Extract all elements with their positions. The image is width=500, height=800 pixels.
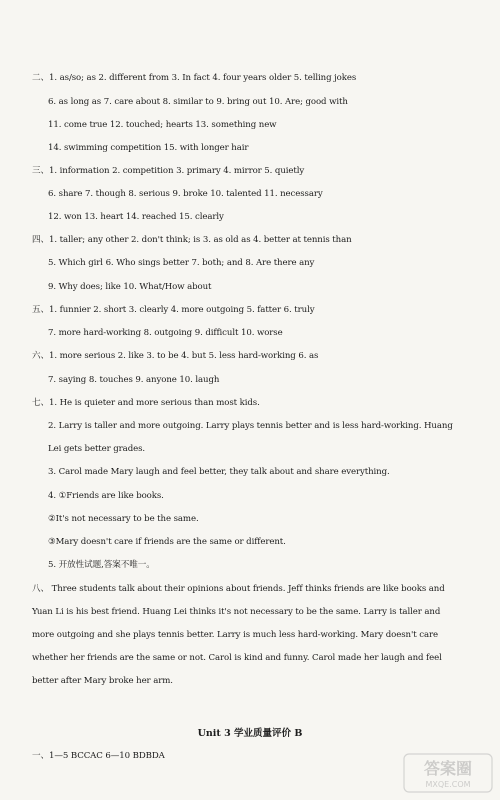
answer-line-1: 二、1. as/so; as 2. different from 3. In fact 4. four years older 5. telling jokes (32, 73, 357, 83)
answer-line-12: 7. more hard-working 8. outgoing 9. difficult 10. worse (48, 328, 283, 338)
answer-line-4: 14. swimming competition 15. with longer hair (48, 143, 249, 153)
answer-line-16: 2. Larry is taller and more outgoing. Larry plays tennis better and is less hard-working. Huang (48, 421, 453, 431)
answer-line-7: 12. won 13. heart 14. reached 15. clearly (48, 212, 224, 222)
answer-line-11: 五、1. funnier 2. short 3. clearly 4. more outgoing 5. fatter 6. truly (32, 305, 315, 315)
answer-line-13: 六、1. more serious 2. like 3. to be 4. but 5. less hard-working 6. as (32, 351, 319, 361)
answer-line-6: 6. share 7. though 8. serious 9. broke 10. talented 11. necessary (48, 189, 323, 199)
answer-line-27: better after Mary broke her arm. (32, 676, 173, 686)
answer-line-3: 11. come true 12. touched; hearts 13. something new (48, 120, 277, 130)
answer-line-17: Lei gets better grades. (48, 444, 146, 454)
answer-line-10: 9. Why does; like 10. What/How about (48, 282, 212, 292)
answer-line-8: 四、1. taller; any other 2. don't think; is 3. as old as 4. better at tennis than (32, 235, 352, 245)
watermark-logo (402, 752, 494, 794)
answer-line-25: more outgoing and she plays tennis better. Larry is much less hard-working. Mary doesn't care (32, 630, 438, 640)
answer-line-28: 一、1—5 BCCAC 6—10 BDBDA (32, 751, 165, 761)
answer-line-9: 5. Which girl 6. Who sings better 7. both; and 8. Are there any (48, 258, 315, 268)
answer-line-23: 八、 Three students talk about their opinions about friends. Jeff thinks friends are like books and (32, 584, 445, 594)
answer-line-26: whether her friends are the same or not. Carol is kind and funny. Carol made her laugh and feel (32, 653, 442, 663)
answer-line-5: 三、1. information 2. competition 3. primary 4. mirror 5. quietly (32, 166, 305, 176)
answer-line-22: 5. 开放性试题,答案不唯一。 (48, 560, 155, 570)
answer-line-14: 7. saying 8. touches 9. anyone 10. laugh (48, 375, 220, 385)
answer-line-2: 6. as long as 7. care about 8. similar to 9. bring out 10. Are; good with (48, 97, 348, 107)
answer-line-15: 七、1. He is quieter and more serious than most kids. (32, 398, 260, 408)
answer-line-21: ③Mary doesn't care if friends are the same or different. (48, 537, 286, 547)
answer-line-24: Yuan Li is his best friend. Huang Lei thinks it's not necessary to be the same. Larry is taller and (32, 607, 441, 617)
watermark-url: MXQE.COM (425, 780, 471, 789)
answer-line-20: ②It's not necessary to be the same. (48, 514, 199, 524)
answer-line-18: 3. Carol made Mary laugh and feel better, they talk about and share everything. (48, 467, 390, 477)
unit-heading: Unit 3 学业质量评价 B (197, 728, 303, 739)
watermark-title: 答案圈 (423, 759, 473, 778)
answer-line-19: 4. ①Friends are like books. (48, 491, 164, 501)
